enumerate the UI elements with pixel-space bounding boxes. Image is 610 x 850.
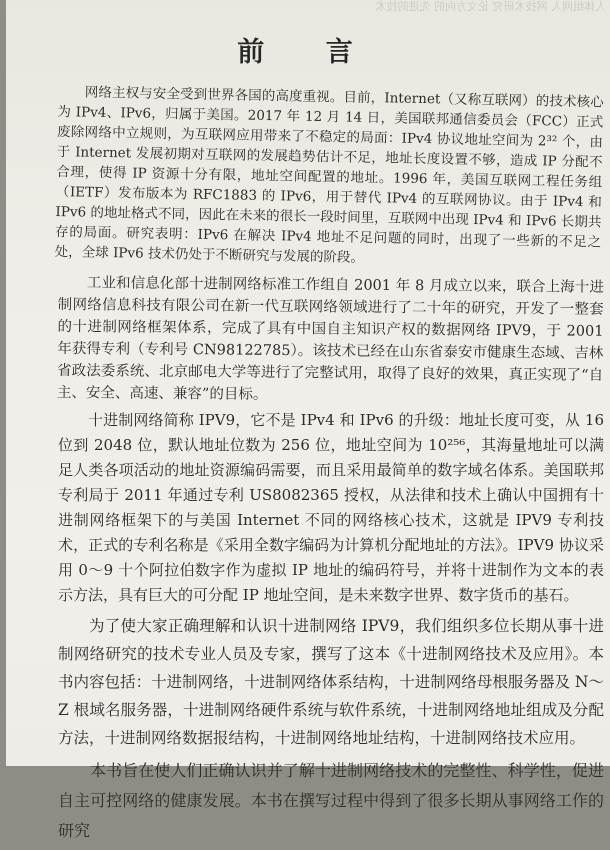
paragraph-1: 网络主权与安全受到世界各国的高度重视。目前，Internet（又称互联网）的技术核心为 IPv4、IPv6，归属于美国。2017 年 12 月 14 日，美国联邦通信委员会（FCC）正式废除网络中立规则，为互联网应用带来了不稳定的局面：IPv4 协议地址空间为 2³² 个，由于 Internet 发展初期对互联网的发展趋势估计不足，地址长度设置不够，造成 IP 分配不合理，使得 IP 资源十分有限，地址空间配置的地址。1996 年，美国互联网工程任务组（IETF）发布版本为 RFC1883 的 IPv6，用于替代 IPv4 的互联网协议。由于 IPv4 和 IPv6 的地址格式不同，因此在未来的很长一段时间里，互联网中出现 IPv4 和 IPv6 长期共存的局面。研究表明：IPv6 在解决 IPv4 地址不足问题的同时，出现了一些新的不足之处，全球 IPv6 技术仍处于不断研究与发展的阶段。 [54,84,604,266]
paragraph-2: 工业和信息化部十进制网络标准工作组自 2001 年 8 月成立以来，联合上海十进制网络信息科技有限公司在新一代互联网络领域进行了二十年的研究，开发了一整套的十进制网络框架体系，完成了具有中国自主知识产权的数据网络 IPV9，于 2001 年获得专利（专利号 CN98122785）。该技术已经在山东省泰安市健康生态域、吉林省政法委系统、北京邮电大学等进行了完整试用，取得了良好的效果，真正实现了“自主、安全、高速、兼容”的目标。 [56,275,604,403]
book-page [6,0,610,840]
paragraph-4: 为了使大家正确理解和认识十进制网络 IPV9，我们组织多位长期从事十进制网络研究的技术专业人员及专家，撰写了这本《十进制网络技术及应用》。本书内容包括：十进制网络，十进制网络体系结构，十进制网络母根服务器及 N～Z 根域名服务器，十进制网络硬件系统与软件系统，十进制网络地址组成及分配方法，十进制网络数据报结构，十进制网络地址结构，十进制网络技术应用。 [58,617,604,747]
paragraph-5: 本书旨在使人们正确认识并了解十进制网络技术的完整性、科学性，促进自主可控网络的健康发展。本书在撰写过程中得到了很多长期从事网络工作的研究 [58,761,604,840]
preface-body [54,82,604,850]
page-title: 前 言 [237,37,379,68]
bleed-through-text: 人体组网人 网技术研究 论文方向的 先进的技术 [375,0,606,13]
paragraph-3: 十进制网络简称 IPV9，它不是 IPv4 和 IPv6 的升级：地址长度可变，从 16 位到 2048 位，默认地址位数为 256 位，地址空间为 10²⁵⁶，其海量地址可以满足人类各项活动的地址资源编码需要，而且采用最简单的数字域名体系。美国联邦专利局于 2011 年通过专利 US8082365 授权，从法律和技术上确认中国拥有十进制网络框架下的与美国 Internet 不同的网络核心技术，这就是 IPV9 专利技术，正式的专利名称是《采用全数字编码为计算机分配地址的方法》。IPV9 协议采用 0～9 十个阿拉伯数字作为虚拟 IP 地址的编码符号，并将十进制作为文本的表示方法，具有巨大的可分配 IP 地址空间，是未来数字世界、数字货币的基石。 [58,411,604,604]
